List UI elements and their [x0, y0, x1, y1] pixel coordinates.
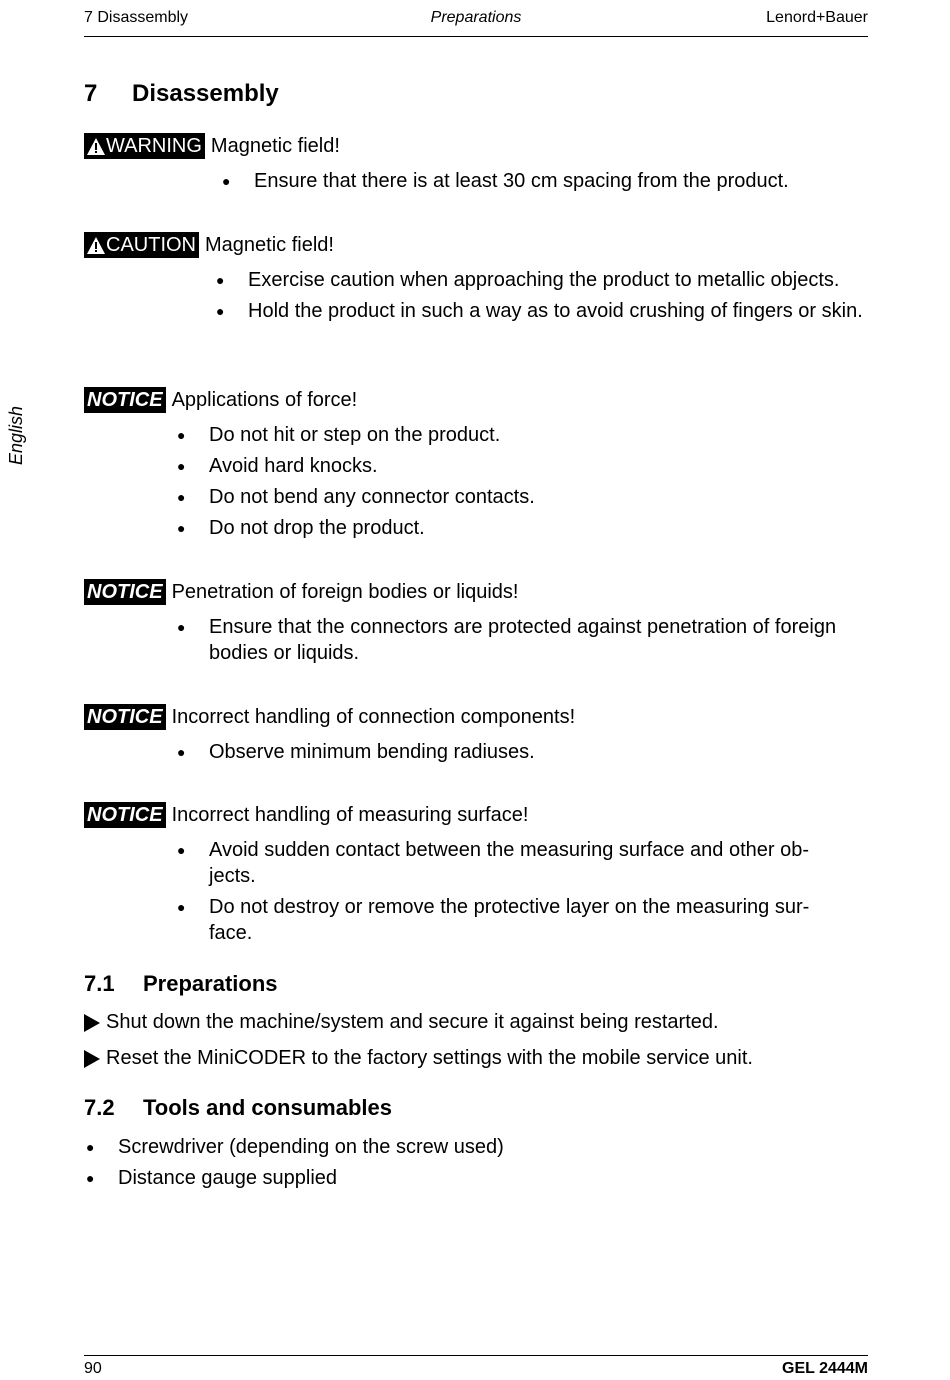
chapter-title: [84, 80, 279, 108]
action-arrow-icon: [84, 1014, 100, 1032]
section-heading-7-2: [84, 1095, 392, 1121]
warning-triangle-icon: [87, 237, 105, 254]
section-heading-7-1: [84, 971, 278, 997]
action-step: Reset the MiniCODER to the factory settings with the mobile service unit.: [84, 1047, 753, 1070]
list-item: ● Do not drop the product.: [177, 517, 425, 539]
list-item: ● Do not destroy or remove the protective layer on the measuring sur-face.: [177, 896, 810, 944]
list-item: ● Ensure that there is at least 30 cm spacing from the product.: [222, 170, 789, 192]
warning-badge: [84, 133, 205, 159]
chapter-title-text: Disassembly: [132, 80, 279, 107]
caution-badge: [84, 232, 199, 258]
section-number: 7.2: [84, 1095, 115, 1120]
notice-badge: NOTICE: [84, 704, 166, 730]
header-company: Lenord+Bauer: [766, 9, 868, 26]
notice-badge: NOTICE: [84, 802, 166, 828]
warning-triangle-icon: [87, 138, 105, 155]
list-item: ● Screwdriver (depending on the screw used): [86, 1136, 504, 1158]
page-footer: [84, 1355, 868, 1380]
notice-heading: Applications of force!: [171, 388, 358, 411]
caution-badge-label: CAUTION: [106, 234, 196, 256]
action-arrow-icon: [84, 1050, 100, 1068]
section-title: Preparations: [143, 971, 278, 996]
warning-block: [84, 132, 868, 199]
notice-block-foreign-bodies: [84, 578, 868, 671]
notice-heading: Penetration of foreign bodies or liquids!: [171, 580, 519, 603]
list-item: ● Observe minimum bending radiuses.: [177, 741, 535, 763]
caution-block: [84, 231, 868, 329]
list-item: ● Avoid hard knocks.: [177, 455, 378, 477]
page-header: [84, 8, 868, 37]
notice-block-measuring-surface: [84, 801, 868, 951]
page-number: 90: [84, 1360, 102, 1377]
list-item: ● Avoid sudden contact between the measuring surface and other ob-jects.: [177, 839, 810, 887]
warning-heading: Magnetic field!: [210, 134, 340, 157]
notice-badge: NOTICE: [84, 387, 166, 413]
notice-heading: Incorrect handling of measuring surface!: [171, 803, 529, 826]
language-tab: English: [6, 405, 26, 465]
header-section: Preparations: [430, 9, 522, 26]
notice-block-connection: [84, 703, 868, 770]
list-item: ● Ensure that the connectors are protected against penetration of foreign bodies or liquids.: [177, 616, 837, 664]
notice-badge: NOTICE: [84, 579, 166, 605]
document-id: GEL 2444M: [782, 1360, 868, 1377]
section-number: 7.1: [84, 971, 115, 996]
section-title: Tools and consumables: [143, 1095, 392, 1120]
list-item: ● Hold the product in such a way as to avoid crushing of fingers or skin.: [216, 300, 863, 322]
warning-badge-label: WARNING: [106, 135, 202, 157]
header-chapter: 7 Disassembly: [84, 9, 189, 26]
list-item: ● Do not bend any connector contacts.: [177, 486, 535, 508]
chapter-number: 7: [84, 80, 98, 107]
list-item: ● Exercise caution when approaching the product to metallic objects.: [216, 269, 840, 291]
notice-block-force: [84, 386, 868, 546]
caution-heading: Magnetic field!: [205, 233, 334, 256]
notice-heading: Incorrect handling of connection components!: [171, 705, 576, 728]
tools-list: [84, 1126, 868, 1196]
list-item: ● Distance gauge supplied: [86, 1167, 338, 1189]
list-item: ● Do not hit or step on the product.: [177, 424, 501, 446]
action-step: Shut down the machine/system and secure it against being restarted.: [84, 1011, 719, 1034]
